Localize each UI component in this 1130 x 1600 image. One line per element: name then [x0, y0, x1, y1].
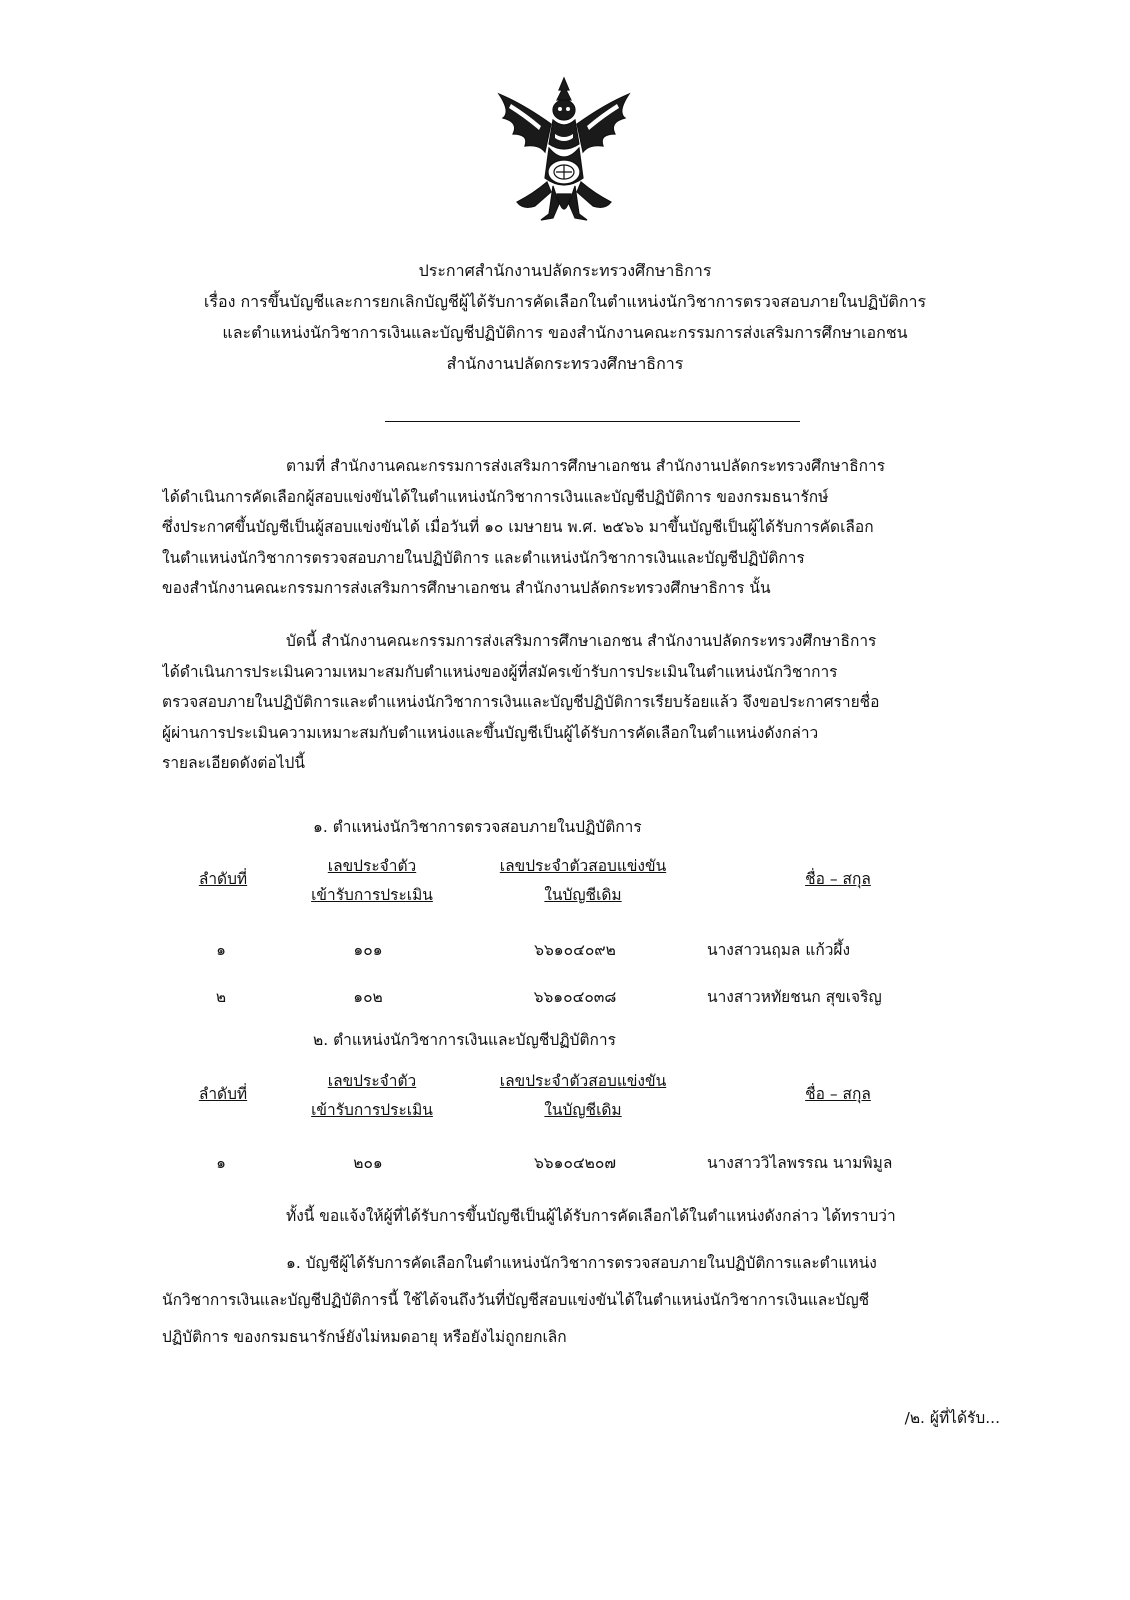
column-header-line: เลขประจำตัว	[327, 857, 417, 875]
garuda-emblem-icon	[493, 74, 635, 230]
cell-eval-id: ๒๐๑	[353, 1154, 383, 1172]
cell-eval-id: ๑๐๑	[353, 941, 383, 959]
column-header-eval-id	[292, 1067, 452, 1125]
cell-name: นางสาวนฤมล แก้วผึ้ง	[707, 941, 851, 959]
subject-line: เรื่อง การขึ้นบัญชีและการยกเลิกบัญชีผู้ได้รับการคัดเลือกในตำแหน่งนักวิชาการตรวจสอบภายในปฏิบัติการ	[203, 292, 927, 311]
column-header-exam-id	[478, 852, 688, 910]
paragraph-line: ตรวจสอบภายในปฏิบัติการและตำแหน่งนักวิชาการเงินและบัญชีปฏิบัติการเรียบร้อยแล้ว จึงขอประกาศรายชื่อ	[162, 693, 880, 711]
paragraph-line: ตามที่ สำนักงานคณะกรรมการส่งเสริมการศึกษาเอกชน สำนักงานปลัดกระทรวงศึกษาธิการ	[286, 457, 886, 475]
column-header-line: เข้ารับการประเมิน	[311, 886, 433, 904]
subject-line: สำนักงานปลัดกระทรวงศึกษาธิการ	[446, 354, 684, 373]
cell-eval-id: ๑๐๒	[353, 988, 383, 1006]
cell-exam-id: ๖๖๑๐๔๒๐๗	[533, 1154, 617, 1172]
cell-exam-id: ๖๖๑๐๔๐๓๘	[533, 988, 617, 1006]
announcement-title: ประกาศสำนักงานปลัดกระทรวงศึกษาธิการ	[418, 261, 712, 280]
notice-item-1	[162, 1245, 1002, 1356]
column-header-line: เข้ารับการประเมิน	[311, 1101, 433, 1119]
paragraph-line: ได้ดำเนินการประเมินความเหมาะสมกับตำแหน่งของผู้ที่สมัครเข้ารับการประเมินในตำแหน่งนักวิชาการ	[162, 662, 838, 681]
title-divider	[385, 421, 800, 422]
paragraph-line: ๑. บัญชีผู้ได้รับการคัดเลือกในตำแหน่งนักวิชาการตรวจสอบภายในปฏิบัติการและตำแหน่ง	[286, 1254, 877, 1272]
paragraph-line: ได้ดำเนินการคัดเลือกผู้สอบแข่งขันได้ในตำแหน่งนักวิชาการเงินและบัญชีปฏิบัติการ ของกรมธนารักษ์	[162, 487, 829, 506]
cell-name: นางสาวหทัยชนก สุขเจริญ	[707, 988, 882, 1006]
column-header-line: เลขประจำตัวสอบแข่งขัน	[499, 857, 667, 875]
paragraph-line: บัดนี้ สำนักงานคณะกรรมการส่งเสริมการศึกษาเอกชน สำนักงานปลัดกระทรวงศึกษาธิการ	[286, 632, 877, 650]
paragraph-line: ผู้ผ่านการประเมินความเหมาะสมกับตำแหน่งและขึ้นบัญชีเป็นผู้ได้รับการคัดเลือกในตำแหน่งดังกล่าว	[162, 723, 819, 742]
column-header-exam-id	[478, 1067, 688, 1125]
cell-name: นางสาววิไลพรรณ นามพิมูล	[707, 1154, 893, 1172]
section-title: ๑. ตำแหน่งนักวิชาการตรวจสอบภายในปฏิบัติการ	[313, 818, 642, 836]
paragraph-line: ปฏิบัติการ ของกรมธนารักษ์ยังไม่หมดอายุ หรือยังไม่ถูกยกเลิก	[162, 1328, 567, 1346]
cell-order: ๒	[215, 988, 227, 1006]
column-header-order: ลำดับที่	[198, 1085, 248, 1103]
paragraph-line: รายละเอียดดังต่อไปนี้	[162, 754, 305, 772]
subject-line: และตำแหน่งนักวิชาการเงินและบัญชีปฏิบัติการ ของสำนักงานคณะกรรมการส่งเสริมการศึกษาเอกชน	[222, 323, 908, 342]
paragraph-background	[162, 451, 1002, 604]
section-title: ๒. ตำแหน่งนักวิชาการเงินและบัญชีปฏิบัติการ	[313, 1031, 616, 1049]
page-continuation: /๒. ผู้ที่ได้รับ...	[904, 1409, 1000, 1427]
cell-order: ๑	[216, 941, 226, 959]
column-header-order: ลำดับที่	[198, 870, 248, 888]
column-header-eval-id	[292, 852, 452, 910]
column-header-name: ชื่อ – สกุล	[805, 1085, 871, 1103]
column-header-line: ในบัญชีเดิม	[544, 886, 622, 904]
paragraph-line: ซึ่งประกาศขึ้นบัญชีเป็นผู้สอบแข่งขันได้ เมื่อวันที่ ๑๐ เมษายน พ.ศ. ๒๕๖๖ มาขึ้นบัญชีเป็นผู้ได้รับการคัดเลือก	[162, 518, 874, 536]
column-header-line: ในบัญชีเดิม	[544, 1101, 622, 1119]
paragraph-announcement	[162, 626, 1002, 779]
notice-intro: ทั้งนี้ ขอแจ้งให้ผู้ที่ได้รับการขึ้นบัญชีเป็นผู้ได้รับการคัดเลือกได้ในตำแหน่งดังกล่าว ได้ทราบว่า	[286, 1207, 896, 1225]
column-header-name: ชื่อ – สกุล	[805, 870, 871, 888]
paragraph-line: นักวิชาการเงินและบัญชีปฏิบัติการนี้ ใช้ได้จนถึงวันที่บัญชีสอบแข่งขันได้ในตำแหน่งนักวิชาการเงินและบัญชี	[162, 1291, 870, 1309]
paragraph-line: ของสำนักงานคณะกรรมการส่งเสริมการศึกษาเอกชน สำนักงานปลัดกระทรวงศึกษาธิการ นั้น	[162, 579, 771, 597]
cell-order: ๑	[216, 1154, 226, 1172]
cell-exam-id: ๖๖๑๐๔๐๙๒	[534, 941, 616, 959]
paragraph-line: ในตำแหน่งนักวิชาการตรวจสอบภายในปฏิบัติการ และตำแหน่งนักวิชาการเงินและบัญชีปฏิบัติการ	[162, 548, 805, 567]
column-header-line: เลขประจำตัวสอบแข่งขัน	[499, 1072, 667, 1090]
column-header-line: เลขประจำตัว	[327, 1072, 417, 1090]
